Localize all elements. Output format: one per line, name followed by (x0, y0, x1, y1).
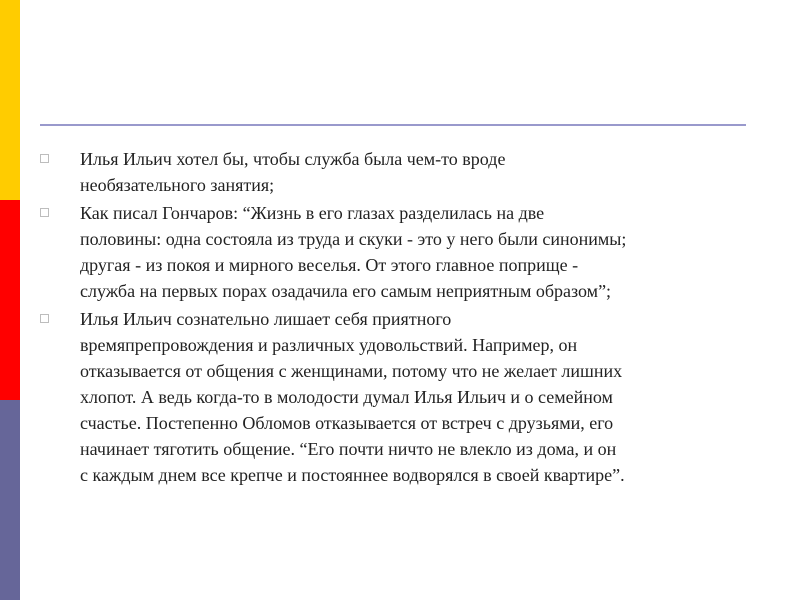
text-line: служба на первых порах озадачила его самым неприятным образом”; (80, 281, 612, 301)
text-line: счастье. Постепенно Обломов отказывается от встреч с друзьями, его (80, 413, 614, 433)
bullet-list (40, 146, 760, 490)
text-line: Как писал Гончаров: “Жизнь в его глазах разделилась на две (80, 203, 545, 223)
text-line: необязательного занятия; (80, 175, 275, 195)
bullet-item-1 (40, 146, 760, 198)
text-line: с каждым днем все крепче и постояннее водворялся в своей квартире”. (80, 465, 625, 485)
text-line: хлопот. А ведь когда-то в молодости думал Илья Ильич и о семейном (80, 387, 613, 407)
square-bullet-icon (40, 314, 49, 323)
bullet-item-3 (40, 306, 760, 488)
text-line: другая - из покоя и мирного веселья. От этого главное поприще - (80, 255, 579, 275)
text-line: Илья Ильич хотел бы, чтобы служба была чем-то вроде (80, 149, 506, 169)
text-line: начинает тяготить общение. “Его почти ничто не влекло из дома, и он (80, 439, 617, 459)
bullet-text (80, 146, 760, 198)
text-line: половины: одна состояла из труда и скуки - это у него были синонимы; (80, 229, 627, 249)
text-line: отказывается от общения с женщинами, потому что не желает лишних (80, 361, 623, 381)
bullet-text (80, 306, 760, 488)
title-divider-line (40, 124, 746, 126)
text-line: Илья Ильич сознательно лишает себя приятного (80, 309, 452, 329)
bullet-item-2 (40, 200, 760, 304)
accent-stripe-purple (0, 400, 20, 600)
bullet-text (80, 200, 760, 304)
square-bullet-icon (40, 208, 49, 217)
accent-stripe-red (0, 200, 20, 400)
square-bullet-icon (40, 154, 49, 163)
text-line: времяпрепровождения и различных удовольствий. Например, он (80, 335, 578, 355)
accent-stripe-yellow (0, 0, 20, 200)
